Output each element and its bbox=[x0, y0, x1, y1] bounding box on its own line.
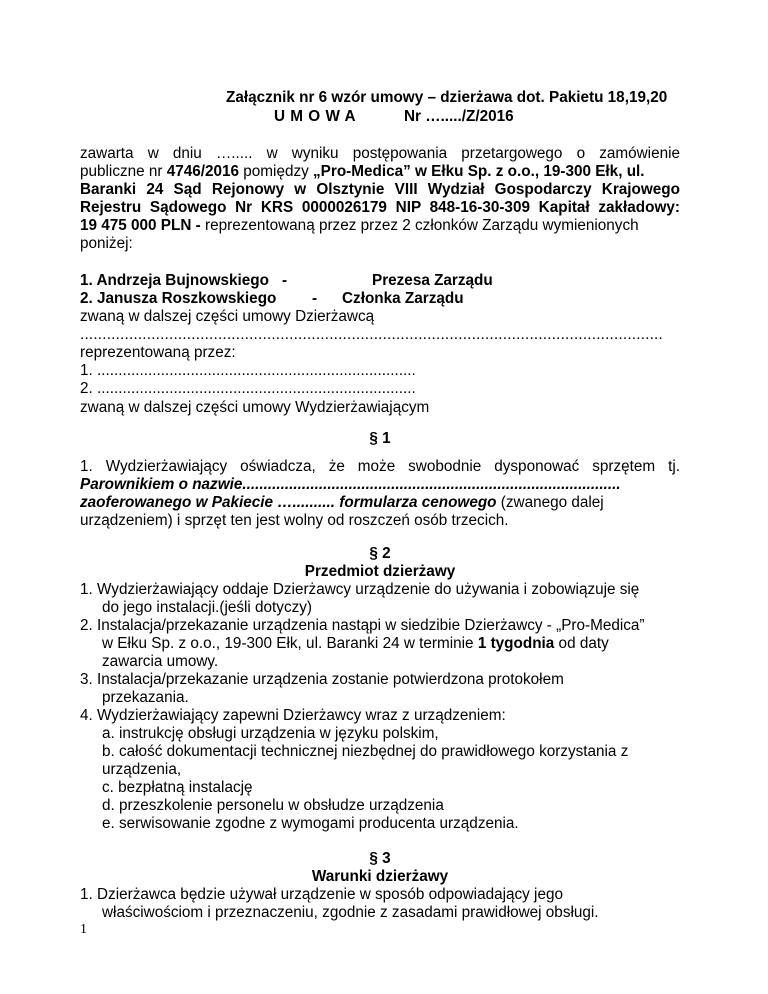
s2-p2-line-1: 2. Instalacja/przekazanie urządzenia nastąpi w siedzibie Dzierżawcy - „Pro-Medica” bbox=[80, 617, 645, 634]
dash: - bbox=[282, 272, 288, 289]
s2-p2-line-3: zawarcia umowy. bbox=[102, 653, 219, 670]
company-name: „Pro-Medica” w Ełku Sp. z o.o., 19-300 Ełk, ul. bbox=[313, 163, 645, 180]
s2-item-a: a. instrukcję obsługi urządzenia w języku polskim, bbox=[102, 725, 439, 742]
s2-p1-line-2: do jego instalacji.(jeśli dotyczy) bbox=[102, 599, 312, 616]
intro-text: reprezentowaną przez przez 2 członków Zarządu wymienionych bbox=[205, 217, 639, 234]
s2-p4: 4. Wydzierżawiający zapewni Dzierżawcy wraz z urządzeniem: bbox=[80, 707, 506, 724]
member-role: Członka Zarządu bbox=[342, 290, 464, 307]
s2-item-e: e. serwisowanie zgodne z wymogami producenta urządzenia. bbox=[102, 815, 519, 832]
intro-line-6: poniżej: bbox=[80, 235, 133, 252]
intro-line-4: Rejestru Sądowego Nr KRS 0000026179 NIP 848-16-30-309 Kapitał zakładowy: bbox=[80, 199, 680, 216]
lessor-representation: reprezentowaną przez: bbox=[80, 344, 236, 361]
s3-p1-line-2: właściwościom i przeznaczeniu, zgodnie z zasadami prawidłowej obsługi. bbox=[102, 904, 599, 921]
contract-heading: U M O W A bbox=[274, 108, 357, 125]
member-name: 1. Andrzeja Bujnowskiego bbox=[80, 272, 269, 289]
member-name: 2. Janusza Roszkowskiego bbox=[80, 290, 277, 307]
s2-p1-line-1: 1. Wydzierżawiający oddaje Dzierżawcy urządzenie do używania i zobowiązuje się bbox=[80, 581, 640, 598]
s1-line-1: 1. Wydzierżawiający oświadcza, że może swobodnie dysponować sprzętem tj. bbox=[80, 458, 680, 475]
board-member-1 bbox=[80, 272, 680, 290]
section-2-heading: § 2 bbox=[369, 545, 391, 562]
intro-line-1: zawarta w dniu …..... w wyniku postępowania przetargowego o zamówienie bbox=[80, 145, 680, 162]
s1-line-2: Parownikiem o nazwie......................................................................................... bbox=[80, 476, 621, 493]
intro-line-5 bbox=[80, 217, 680, 235]
s2-p3-line-2: przekazania. bbox=[102, 689, 189, 706]
section-2-subheading: Przedmiot dzierżawy bbox=[304, 563, 456, 580]
s2-text: w Ełku Sp. z o.o., 19-300 Ełk, ul. Baranki 24 w terminie bbox=[102, 635, 478, 652]
offer-reference: zaoferowanego w Pakiecie ….......... formularza cenowego bbox=[80, 494, 497, 511]
intro-text: publiczne nr bbox=[80, 163, 167, 180]
s1-line-3 bbox=[80, 494, 680, 512]
s2-item-c: c. bezpłatną instalację bbox=[102, 779, 253, 796]
lessor-name-blank: ................................................................................................................................... bbox=[80, 326, 663, 343]
s2-p3-line-1: 3. Instalacja/przekazanie urządzenia zostanie potwierdzona protokołem bbox=[80, 671, 564, 688]
section-3-heading: § 3 bbox=[369, 850, 391, 867]
intro-line-2 bbox=[80, 163, 680, 181]
intro-line-3: Baranki 24 Sąd Rejonowy w Olsztynie VIII Wydział Gospodarczy Krajowego bbox=[80, 181, 680, 198]
section-1-heading: § 1 bbox=[369, 430, 391, 447]
s2-item-b-line-2: urządzenia, bbox=[102, 761, 182, 778]
tender-number: 4746/2016 bbox=[166, 163, 240, 180]
s2-p2-line-2 bbox=[102, 635, 680, 653]
member-role: Prezesa Zarządu bbox=[372, 272, 493, 289]
s2-item-d: d. przeszkolenie personelu w obsłudze urządzenia bbox=[102, 797, 444, 814]
dash: - bbox=[312, 290, 318, 307]
install-deadline: 1 tygodnia bbox=[477, 635, 555, 652]
share-capital: 19 475 000 PLN - bbox=[80, 217, 205, 234]
s1-line-4: urządzeniem) i sprzęt ten jest wolny od roszczeń osób trzecich. bbox=[80, 512, 509, 529]
page-number: 1 bbox=[80, 922, 87, 937]
s2-text: od daty bbox=[554, 635, 609, 652]
tenant-definition: zwaną w dalszej części umowy Dzierżawcą bbox=[80, 308, 375, 325]
section-3-subheading: Warunki dzierżawy bbox=[311, 868, 449, 885]
s3-p1-line-1: 1. Dzierżawca będzie używał urządzenie w sposób odpowiadający jego bbox=[80, 886, 563, 903]
intro-text: pomiędzy bbox=[239, 163, 314, 180]
board-member-2 bbox=[80, 290, 680, 308]
attachment-title: Załącznik nr 6 wzór umowy – dzierżawa dot. Pakietu 18,19,20 bbox=[226, 89, 668, 106]
contract-number: Nr …...../Z/2016 bbox=[404, 108, 514, 125]
lessor-definition: zwaną w dalszej części umowy Wydzierżawiającym bbox=[80, 399, 430, 416]
lessor-rep-2: 2. ........................................................................... bbox=[80, 380, 416, 397]
s1-text: (zwanego dalej bbox=[496, 494, 604, 511]
lessor-rep-1: 1. ........................................................................... bbox=[80, 362, 416, 379]
s2-item-b-line-1: b. całość dokumentacji technicznej niezbędnej do prawidłowego korzystania z bbox=[102, 743, 629, 760]
